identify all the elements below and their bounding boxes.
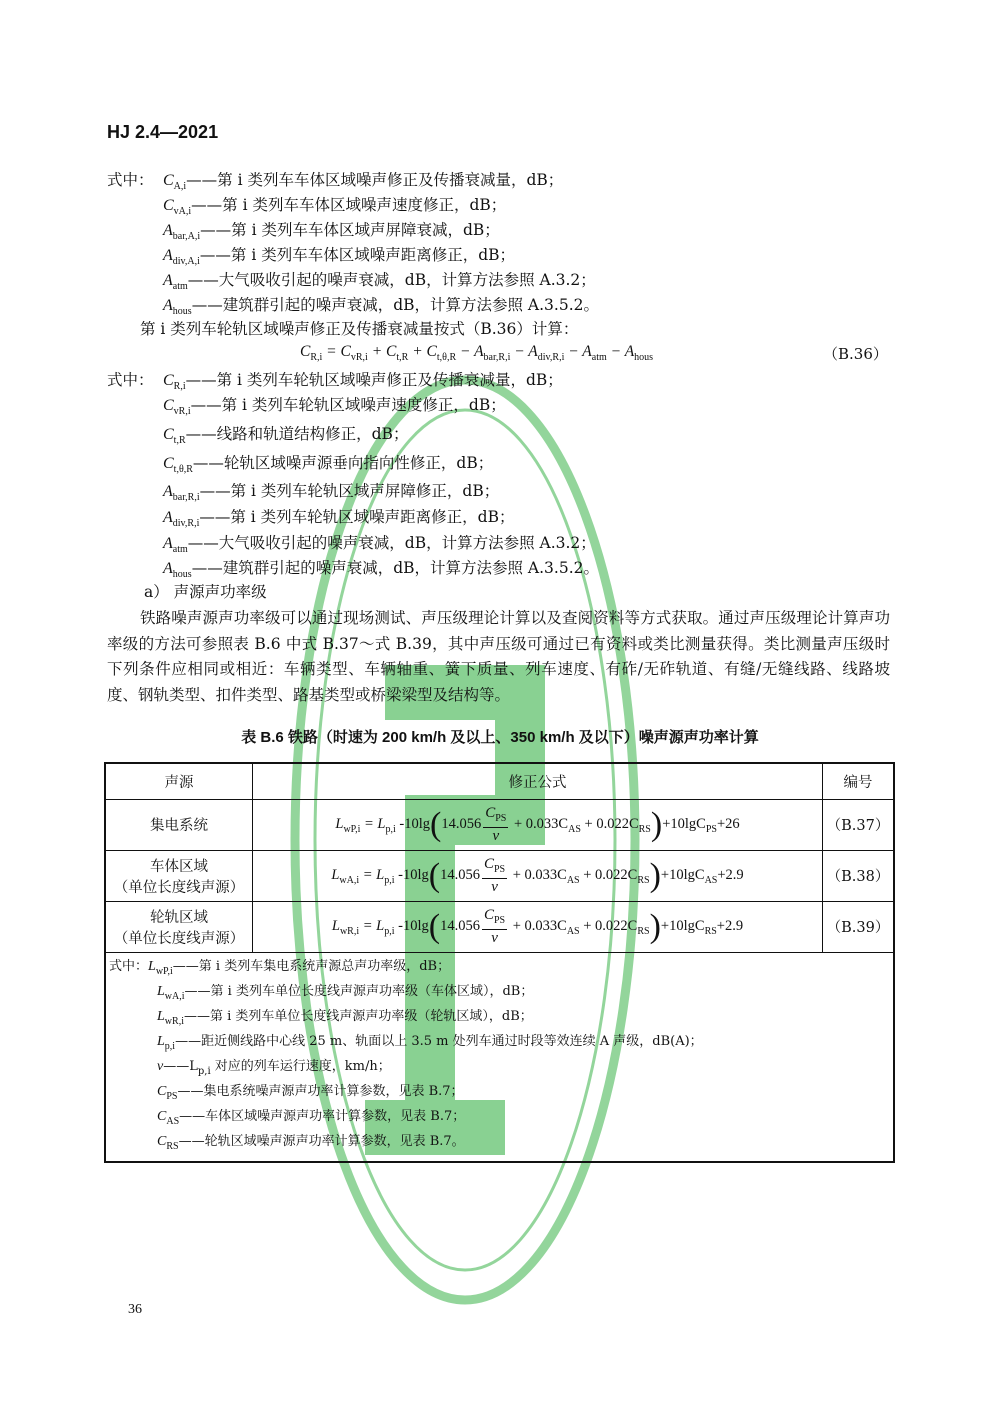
symbol: $A_{hous}$: [163, 560, 192, 580]
block-lead: 式中：: [107, 371, 154, 389]
symbol-subscript: R,i: [173, 381, 186, 392]
note-text2: 对应的列车运行速度，km/h；: [210, 1058, 391, 1074]
cell-number: （B.38）: [823, 850, 895, 901]
symbol-subscript: atm: [172, 281, 188, 292]
header-number: 编号: [823, 763, 895, 799]
definition-line: [163, 270, 596, 297]
symbol-subscript: wR,i: [164, 1015, 184, 1027]
definition-text: ——第 i 类列车车体区域噪声修正及传播衰减量，dB；: [186, 171, 564, 189]
symbol-subscript: A,i: [173, 181, 187, 192]
fraction-numerator: $C_{PS}$: [482, 856, 507, 879]
note-text: ——L: [163, 1058, 198, 1074]
symbol: $C_{vR,i}$: [163, 397, 191, 417]
definition-line: [163, 195, 506, 222]
definition-line: [163, 220, 500, 247]
note-line: [109, 1007, 889, 1032]
symbol-subscript: atm: [172, 544, 188, 555]
symbol: $L_{wP,i}$: [148, 958, 173, 977]
note-sub: p,i: [197, 1065, 211, 1077]
paren-right: ): [650, 805, 663, 843]
symbol-subscript: wA,i: [164, 990, 185, 1002]
sub: PS: [493, 914, 506, 926]
fraction: [483, 805, 508, 845]
definition-text: ——建筑群引起的噪声衰减，dB，计算方法参照 A.3.5.2。: [191, 296, 599, 314]
definition-text: ——第 i 类列车车体区域声屏障衰减，dB；: [200, 221, 500, 239]
symbol: $L_{p,i}$: [157, 1033, 176, 1052]
symbol: $C_{t,R}$: [163, 426, 186, 446]
table-row: [105, 901, 894, 952]
fraction-denominator: v: [491, 929, 498, 946]
sub: PS: [495, 812, 507, 824]
body-paragraph: 铁路噪声源声功率级可以通过现场测试、声压级理论计算以及查阅资料等方式获取。通过声压级理论计算声功率级的方法可参照表 B.6 中式 B.37～式 B.39，其中声压级可通过已有资料或类比测量获得。类比测量声压级时下列条件应相同或相近：车辆类型、车辆轴重、簧下质量、列车速度、有砟/无砟轨道、有缝/无缝线路、线路坡度、钢轨类型、扣件类型、路基类型或桥梁梁型及结构等。: [107, 609, 890, 704]
cell-formula: $L_{wP,i} = L_{p,i}$ -10lg(14.056 $\frac{C_{PS}}{v}$ + $0.033C_{AS} + 0.022C_{RS})+10\lg C_{PS}+26$: [253, 799, 823, 850]
symbol: $C_{RS}$: [157, 1133, 179, 1152]
definition-text: ——第 i 类列车车体区域噪声距离修正，dB；: [199, 246, 516, 264]
equation-number-b36: （B.36）: [823, 345, 888, 363]
symbol: $A_{atm}$: [163, 535, 188, 555]
symbol: $A_{hous}$: [163, 297, 192, 317]
source-name: 轮轨区域: [150, 909, 208, 926]
intro-b36: 第 i 类列车轮轨区域噪声修正及传播衰减量按式（B.36）计算：: [140, 320, 579, 338]
cell-source: [105, 799, 253, 850]
definition-text: ——第 i 类列车轮轨区域噪声距离修正，dB；: [199, 508, 515, 526]
symbol: $C_{AS}$: [157, 1108, 180, 1127]
source-note: （单位长度线声源）: [113, 879, 245, 896]
symbol-subscript: t,R: [173, 435, 186, 446]
definition-line: [163, 424, 408, 451]
note-line: [109, 982, 889, 1007]
sub: PS: [493, 863, 506, 875]
definition-line: [163, 558, 599, 585]
definition-text: ——轮轨区域噪声源垂向指向性修正，dB；: [192, 454, 494, 472]
header-source: 声源: [105, 763, 253, 799]
definition-line: [163, 295, 599, 322]
cell-formula: $L_{wR,i} = L_{p,i}$ -10lg(14.056 $\frac{C_{PS}}{v}$ + $0.033C_{AS} + 0.022C_{RS})+10\lg C_{RS}+2.9$: [253, 901, 823, 952]
definition-text: ——建筑群引起的噪声衰减，dB，计算方法参照 A.3.5.2。: [191, 559, 599, 577]
symbol: $L_{wR,i}$: [157, 1008, 184, 1027]
definition-text: ——线路和轨道结构修正，dB；: [185, 425, 409, 443]
symbol-subscript: vR,i: [173, 406, 191, 417]
block-lead: 式中：: [107, 171, 154, 189]
fraction-numerator: $C_{PS}$: [482, 907, 507, 930]
symbol: $C_{PS}$: [157, 1083, 178, 1102]
note-text: ——第 i 类列车集电系统声源总声功率级，dB；: [172, 958, 451, 974]
note-line: [109, 1082, 889, 1107]
table-row: [105, 850, 894, 901]
symbol-subscript: wP,i: [155, 965, 173, 977]
definition-line: [163, 170, 563, 197]
source-name: 车体区域: [150, 858, 208, 875]
note-line: [109, 1107, 889, 1132]
paren-right: ): [649, 856, 661, 894]
sound-power-table: [104, 762, 895, 1163]
fraction: [482, 856, 507, 896]
fraction: [482, 907, 507, 947]
standard-number: HJ 2.4—2021: [107, 122, 219, 142]
symbol: $A_{div,A,i}$: [163, 247, 200, 267]
note-text: ——第 i 类列车单位长度线声源声功率级（轮轨区域），dB；: [183, 1008, 533, 1024]
table-notes: [105, 952, 894, 1162]
symbol-subscript: RS: [166, 1140, 179, 1152]
cell-number: （B.39）: [823, 901, 895, 952]
note-line: [109, 1132, 889, 1157]
symbol: $C_{vA,i}$: [163, 197, 192, 217]
table-row: [105, 799, 894, 850]
symbol: $A_{bar,R,i}$: [163, 483, 200, 503]
definition-text: ——第 i 类列车轮轨区域噪声修正及传播衰减量，dB；: [185, 371, 563, 389]
equation-b36: $C_{R,i} = C_{vR,i} + C_{t,R} + C_{t,\theta,R} - A_{bar,R,i} - A_{div,R,i} - A_{atm} - A_{hous}$: [300, 343, 654, 363]
definition-text: ——第 i 类列车轮轨区域声屏障修正，dB；: [199, 482, 500, 500]
symbol-subscript: div,R,i: [172, 518, 200, 529]
symbol: $C_{t,\theta,R}$: [163, 455, 193, 475]
definition-line: [163, 507, 514, 534]
source-name: 集电系统: [150, 818, 208, 834]
symbol-subscript: t,θ,R: [173, 464, 193, 475]
note-line: [109, 1032, 889, 1057]
definition-text: ——第 i 类列车车体区域噪声速度修正，dB；: [191, 196, 507, 214]
cell-number: （B.37）: [823, 799, 895, 850]
symbol-subscript: bar,A,i: [172, 231, 201, 242]
note-line: [109, 957, 889, 982]
symbol-subscript: hous: [172, 306, 192, 317]
fraction-numerator: $C_{PS}$: [483, 805, 508, 828]
symbol-subscript: vA,i: [173, 206, 192, 217]
definition-line: [163, 533, 596, 560]
symbol: v: [157, 1058, 164, 1074]
definition-line: [163, 395, 506, 422]
definition-line: [163, 370, 563, 397]
symbol-subscript: p,i: [164, 1040, 176, 1052]
definition-text: ——大气吸收引起的噪声衰减，dB，计算方法参照 A.3.2；: [187, 534, 596, 552]
source-note: （单位长度线声源）: [113, 930, 245, 947]
paren-left: (: [428, 907, 441, 945]
note-text: ——车体区域噪声源声功率计算参数，见表 B.7；: [179, 1108, 466, 1124]
symbol: $L_{wA,i}$: [157, 983, 185, 1002]
definition-line: [163, 453, 493, 480]
note-line: [109, 1057, 889, 1082]
symbol-subscript: AS: [166, 1115, 180, 1127]
definition-line: [163, 245, 515, 272]
symbol: $C_{A,i}$: [163, 172, 187, 192]
fraction-denominator: v: [491, 878, 498, 895]
symbol: $A_{atm}$: [163, 272, 188, 292]
table-caption: 表 B.6 铁路（时速为 200 km/h 及以上、350 km/h 及以下）噪声源声功率计算: [241, 729, 759, 746]
symbol: $A_{div,R,i}$: [163, 509, 200, 529]
cell-source: [105, 850, 253, 901]
note-text: ——第 i 类列车单位长度线声源声功率级（车体区域），dB；: [184, 983, 534, 999]
cell-source: [105, 901, 253, 952]
cell-formula: $L_{wA,i} = L_{p,i}$ -10lg(14.056 $\frac{C_{PS}}{v}$ + $0.033C_{AS} + 0.022C_{RS})+10\lg C_{AS}+2.9$: [253, 850, 823, 901]
definition-text: ——第 i 类列车轮轨区域噪声速度修正，dB；: [190, 396, 506, 414]
note-text: ——距近侧线路中心线 25 m、轨面以上 3.5 m 处列车通过时段等效连续 A 声级，dB(A)；: [175, 1033, 703, 1049]
paren-left: (: [428, 856, 441, 894]
page-number: 36: [128, 1302, 142, 1317]
symbol: $A_{bar,A,i}$: [163, 222, 201, 242]
definition-line: [163, 481, 499, 508]
fraction-denominator: v: [492, 827, 500, 844]
symbol-subscript: bar,R,i: [172, 492, 200, 503]
header-formula: 修正公式: [253, 763, 823, 799]
symbol: $C_{R,i}$: [163, 372, 186, 392]
symbol-subscript: div,A,i: [172, 256, 200, 267]
symbol-subscript: PS: [166, 1090, 178, 1102]
paren-right: ): [649, 907, 661, 945]
subsection-title: a） 声源声功率级: [144, 583, 267, 601]
note-lead: 式中：: [109, 958, 149, 974]
note-text: ——集电系统噪声源声功率计算参数，见表 B.7；: [177, 1083, 464, 1099]
note-text: ——轮轨区域噪声源声功率计算参数，见表 B.7。: [178, 1133, 465, 1149]
paren-left: (: [430, 805, 442, 843]
definition-text: ——大气吸收引起的噪声衰减，dB，计算方法参照 A.3.2；: [187, 271, 596, 289]
symbol-subscript: hous: [172, 569, 192, 580]
